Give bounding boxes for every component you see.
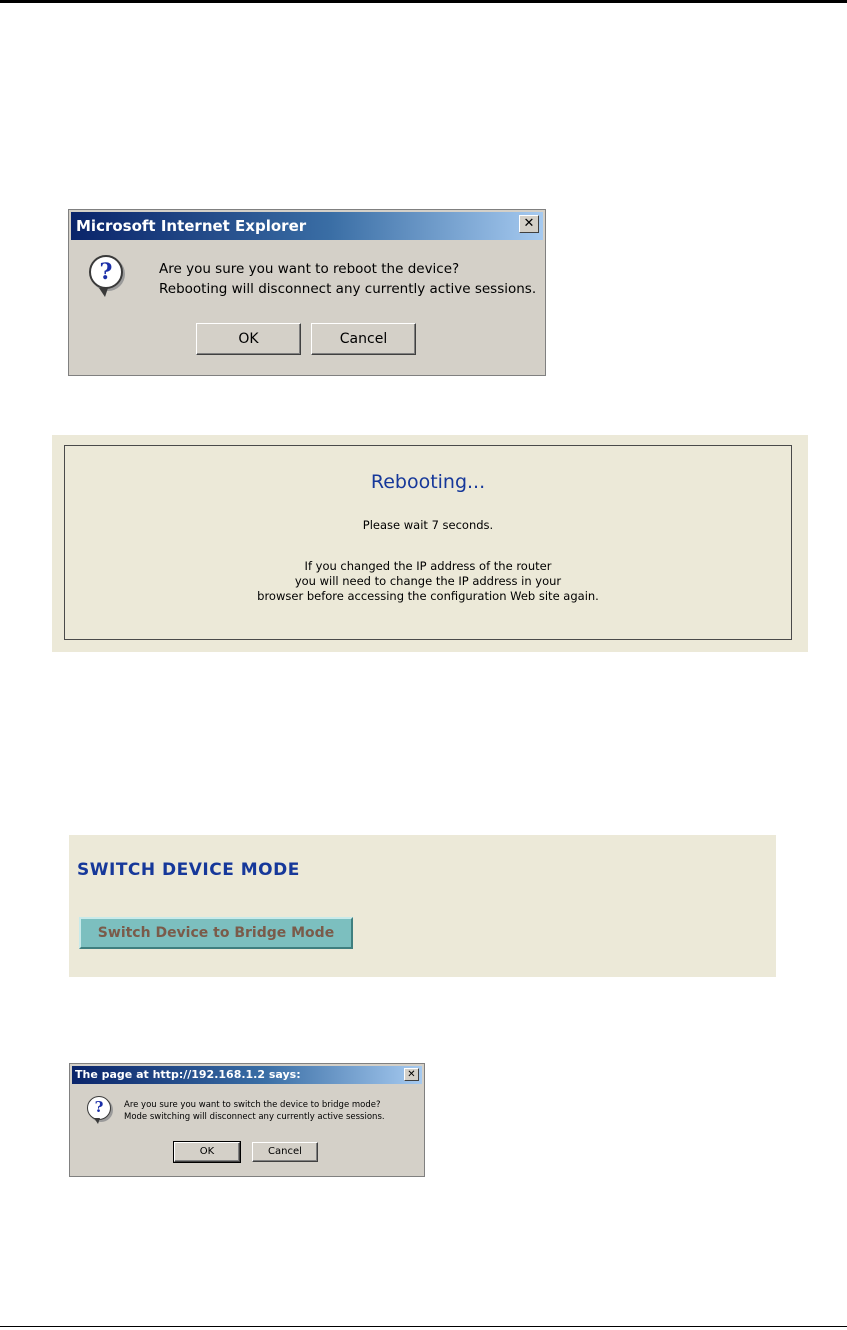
rebooting-title: Rebooting... — [370, 471, 486, 493]
dialog-message-line: Mode switching will disconnect any currently active sessions. — [124, 1112, 385, 1122]
question-icon-tail — [99, 288, 108, 297]
question-icon-tail — [94, 1118, 100, 1124]
rebooting-note — [65, 559, 791, 604]
question-icon: ? — [89, 255, 123, 289]
ok-button[interactable]: OK — [174, 1142, 240, 1162]
switch-device-mode-panel — [69, 835, 776, 977]
dialog-titlebar[interactable] — [71, 212, 543, 240]
dialog-message — [159, 259, 536, 299]
rebooting-panel — [52, 435, 808, 652]
reboot-confirm-dialog — [68, 209, 546, 376]
page-top-rule — [0, 0, 847, 3]
close-icon[interactable]: ✕ — [404, 1068, 419, 1081]
dialog-message — [124, 1099, 385, 1123]
question-icon: ? — [87, 1096, 111, 1120]
cancel-button[interactable]: Cancel — [311, 323, 416, 355]
page-bottom-rule — [0, 1326, 847, 1327]
rebooting-note-line: browser before accessing the configuration Web site again. — [257, 589, 599, 603]
cancel-button[interactable]: Cancel — [252, 1142, 318, 1162]
rebooting-note-line: If you changed the IP address of the router — [304, 559, 552, 573]
switch-mode-heading: SWITCH DEVICE MODE — [77, 860, 300, 880]
dialog-message-line: Rebooting will disconnect any currently active sessions. — [159, 281, 537, 297]
rebooting-frame — [64, 445, 792, 640]
bridge-confirm-dialog — [69, 1063, 425, 1177]
close-icon[interactable]: ✕ — [519, 215, 539, 233]
dialog-message-line: Are you sure you want to switch the device to bridge mode? — [124, 1100, 381, 1110]
rebooting-wait-text: Please wait 7 seconds. — [362, 518, 494, 532]
rebooting-note-line: you will need to change the IP address in your — [294, 574, 562, 588]
dialog-message-line: Are you sure you want to reboot the device? — [159, 261, 460, 277]
dialog-title: The page at http://192.168.1.2 says: — [75, 1068, 301, 1081]
dialog-title: Microsoft Internet Explorer — [76, 217, 307, 235]
dialog-titlebar[interactable] — [72, 1066, 422, 1084]
switch-to-bridge-button[interactable]: Switch Device to Bridge Mode — [79, 917, 353, 949]
ok-button[interactable]: OK — [196, 323, 301, 355]
